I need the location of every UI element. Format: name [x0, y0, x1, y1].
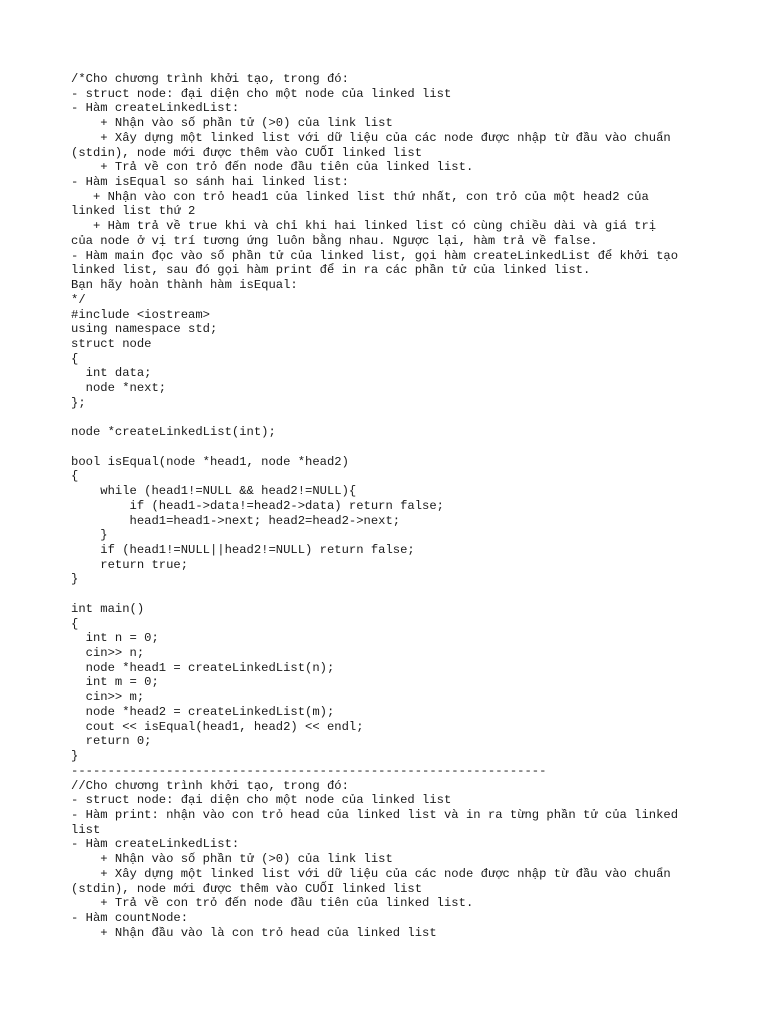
text-line: #include <iostream>: [71, 307, 210, 322]
text-line: struct node: [71, 336, 152, 351]
text-line: node *createLinkedList(int);: [71, 425, 276, 440]
text-line: if (head1->data!=head2->data) return false;: [71, 498, 444, 513]
text-line: - Hàm createLinkedList:: [71, 101, 240, 116]
text-line: - Hàm isEqual so sánh hai linked list:: [71, 175, 349, 190]
text-line: + Nhận đầu vào là con trỏ head của linked list: [71, 925, 437, 940]
text-line: + Trả về con trỏ đến node đầu tiên của linked list.: [71, 160, 474, 175]
text-line: bool isEqual(node *head1, node *head2): [71, 454, 349, 469]
text-line: int m = 0;: [71, 675, 159, 690]
text-line: - struct node: đại diện cho một node của linked list: [71, 86, 452, 101]
text-line: /*Cho chương trình khởi tạo, trong đó:: [71, 72, 349, 86]
text-line: [71, 440, 751, 455]
text-line: }: [71, 749, 79, 764]
text-line: {: [71, 616, 79, 631]
text-line: + Nhận vào con trỏ head1 của linked list thứ nhất, con trỏ của một head2 của: [71, 189, 649, 204]
text-line: }: [71, 572, 79, 587]
text-line: int data;: [71, 366, 152, 381]
code-text-block: [71, 72, 751, 940]
text-line: [71, 411, 751, 426]
text-line: };: [71, 395, 86, 410]
text-line: + Trả về con trỏ đến node đầu tiên của linked list.: [71, 896, 474, 911]
text-line: - Hàm print: nhận vào con trỏ head của linked list và in ra từng phần tử của linked: [71, 807, 679, 822]
text-line: //Cho chương trình khởi tạo, trong đó:: [71, 778, 349, 793]
text-line: - Hàm countNode:: [71, 910, 189, 925]
text-line: cout << isEqual(head1, head2) << endl;: [71, 719, 364, 734]
text-line: cin>> n;: [71, 646, 145, 661]
text-line: - Hàm main đọc vào số phần tử của linked list, gọi hàm createLinkedList để khởi tạo: [71, 248, 679, 263]
text-line: + Hàm trả về true khi và chỉ khi hai linked list có cùng chiều dài và giá trị: [71, 219, 657, 234]
text-line: + Nhận vào số phần tử (>0) của link list: [71, 116, 393, 131]
text-line: {: [71, 351, 79, 366]
text-line: int main(): [71, 601, 145, 616]
text-line: node *next;: [71, 381, 167, 396]
text-line: */: [71, 292, 86, 307]
text-line: }: [71, 528, 108, 543]
text-line: node *head2 = createLinkedList(m);: [71, 704, 335, 719]
text-line: return 0;: [71, 734, 152, 749]
text-line: node *head1 = createLinkedList(n);: [71, 660, 335, 675]
text-line: head1=head1->next; head2=head2->next;: [71, 513, 401, 528]
text-line: while (head1!=NULL && head2!=NULL){: [71, 484, 357, 499]
text-line: using namespace std;: [71, 322, 218, 337]
text-line: của node ở vị trí tương ứng luôn bằng nhau. Ngược lại, hàm trả về false.: [71, 233, 598, 248]
text-line: cin>> m;: [71, 690, 145, 705]
text-line: return true;: [71, 557, 189, 572]
text-line: + Xây dựng một linked list với dữ liệu của các node được nhập từ đầu vào chuẩn: [71, 866, 671, 881]
text-line: - struct node: đại diện cho một node của linked list: [71, 793, 452, 808]
text-line: linked list, sau đó gọi hàm print để in ra các phần tử của linked list.: [71, 263, 591, 278]
text-line: -----------------------------------------------------------------: [71, 763, 547, 778]
text-line: list: [71, 822, 101, 837]
text-line: (stdin), node mới được thêm vào CUỐI linked list: [71, 145, 423, 160]
text-line: + Xây dựng một linked list với dữ liệu của các node được nhập từ đầu vào chuẩn: [71, 130, 671, 145]
text-line: if (head1!=NULL||head2!=NULL) return false;: [71, 543, 415, 557]
text-line: (stdin), node mới được thêm vào CUỐI linked list: [71, 881, 423, 896]
text-line: [71, 587, 751, 602]
text-line: Bạn hãy hoàn thành hàm isEqual:: [71, 278, 298, 293]
text-line: linked list thứ 2: [71, 204, 196, 219]
text-line: {: [71, 469, 79, 484]
text-line: + Nhận vào số phần tử (>0) của link list: [71, 852, 393, 867]
text-line: int n = 0;: [71, 631, 159, 646]
text-line: - Hàm createLinkedList:: [71, 837, 240, 852]
